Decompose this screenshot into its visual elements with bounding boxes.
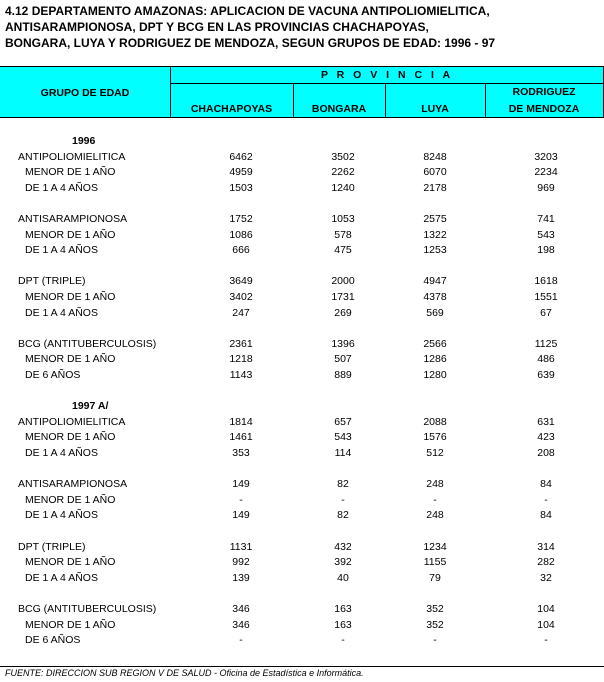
row-value: 1240	[331, 181, 355, 194]
table-row	[0, 618, 604, 634]
title-line-2: ANTISARAMPIONOSA, DPT Y BCG EN LAS PROVINCIAS CHACHAPOYAS,	[5, 20, 429, 34]
table-row	[0, 633, 604, 649]
row-label: DPT (TRIPLE)	[18, 540, 86, 553]
row-label: DE 1 A 4 AÑOS	[25, 571, 98, 584]
row-value: 1461	[229, 431, 253, 444]
row-value: 2575	[423, 213, 447, 225]
row-value: 1053	[331, 213, 355, 225]
title-line-1: 4.12 DEPARTAMENTO AMAZONAS: APLICACION DE VACUNA ANTIPOLIOMIELITICA,	[5, 4, 490, 18]
row-value: -	[433, 493, 437, 506]
row-value: 314	[537, 540, 555, 553]
row-value: 248	[426, 509, 444, 522]
row-value: 569	[426, 306, 444, 319]
table-row	[0, 274, 604, 290]
spacer-row	[0, 586, 604, 602]
spacer-row	[0, 321, 604, 337]
row-label: MENOR DE 1 AÑO	[25, 431, 116, 444]
row-value: 40	[337, 571, 349, 584]
row-label: ANTISARAMPIONOSA	[18, 478, 128, 491]
table-row	[0, 571, 604, 587]
row-value: 104	[537, 618, 555, 631]
table-row	[0, 399, 604, 415]
row-label: ANTISARAMPIONOSA	[18, 213, 128, 225]
row-value: 104	[537, 603, 555, 615]
row-value: 392	[334, 556, 352, 569]
row-value: 114	[334, 447, 352, 459]
row-value: 247	[232, 306, 250, 319]
row-label: DE 1 A 4 AÑOS	[25, 244, 98, 257]
row-value: 82	[337, 509, 349, 522]
row-label: MENOR DE 1 AÑO	[25, 166, 116, 179]
row-value: 6070	[423, 166, 447, 179]
row-label: DE 1 A 4 AÑOS	[25, 181, 98, 194]
row-value: 3502	[331, 150, 355, 163]
row-value: -	[239, 634, 243, 647]
row-value: 543	[334, 431, 352, 444]
row-label: 1996	[72, 135, 96, 147]
row-value: 269	[334, 306, 352, 319]
row-value: 1280	[423, 369, 447, 381]
column-header-bongara: BONGARA	[311, 103, 367, 115]
row-value: 432	[334, 540, 352, 553]
row-value: 352	[426, 603, 444, 615]
row-value: 423	[537, 431, 555, 444]
row-value: 163	[334, 618, 352, 631]
row-value: 2088	[423, 415, 447, 428]
row-value: 2361	[229, 337, 253, 350]
table-row	[0, 602, 604, 618]
row-label: DPT (TRIPLE)	[18, 275, 86, 288]
row-label: DE 6 AÑOS	[25, 634, 81, 647]
table-row	[0, 337, 604, 353]
table-row	[0, 555, 604, 571]
row-value: 1322	[423, 228, 447, 241]
row-value: 2178	[423, 181, 447, 194]
row-value: 4947	[423, 275, 447, 288]
row-label: DE 1 A 4 AÑOS	[25, 509, 98, 522]
row-value: 1731	[331, 291, 355, 303]
row-value: 1752	[229, 213, 253, 225]
row-label: 1997 A/	[72, 400, 109, 413]
row-value: 67	[540, 306, 552, 319]
row-value: -	[341, 634, 345, 647]
row-value: 198	[537, 244, 555, 257]
row-value: 82	[337, 478, 349, 491]
row-value: 486	[537, 353, 555, 366]
table-row	[0, 493, 604, 509]
row-value: 1218	[229, 353, 253, 366]
row-value: 543	[537, 228, 555, 241]
spacer-row	[0, 196, 604, 212]
province-header: P R O V I N C I A	[320, 69, 454, 81]
footer-divider	[0, 666, 604, 667]
row-value: 6462	[229, 150, 253, 163]
row-value: 969	[537, 181, 555, 194]
table-row	[0, 508, 604, 524]
row-value: 475	[334, 244, 352, 257]
table-row	[0, 228, 604, 244]
row-value: 666	[232, 244, 250, 257]
table-row	[0, 243, 604, 259]
row-label: DE 1 A 4 AÑOS	[25, 306, 98, 319]
row-value: 657	[334, 415, 352, 428]
row-value: 1618	[534, 275, 558, 288]
row-value: 2000	[331, 275, 355, 288]
row-value: 3203	[534, 150, 558, 163]
spacer-row	[0, 384, 604, 400]
column-header-luya: LUYA	[421, 103, 449, 115]
row-value: 512	[426, 447, 444, 459]
row-value: -	[544, 634, 548, 647]
table-row	[0, 290, 604, 306]
row-value: 2262	[331, 166, 355, 179]
row-value: 4378	[423, 291, 447, 303]
row-value: -	[341, 493, 345, 506]
row-label: MENOR DE 1 AÑO	[25, 493, 116, 506]
column-header-chachapoyas: CHACHAPOYAS	[190, 103, 273, 115]
row-label: MENOR DE 1 AÑO	[25, 353, 116, 366]
row-value: 282	[537, 556, 555, 569]
table-row	[0, 368, 604, 384]
row-value: 3649	[229, 275, 253, 288]
row-value: 578	[334, 228, 352, 241]
row-label: MENOR DE 1 AÑO	[25, 618, 116, 631]
table-row	[0, 352, 604, 368]
row-value: 1503	[229, 181, 253, 194]
table-row	[0, 415, 604, 431]
row-value: 353	[232, 447, 250, 459]
row-value: -	[239, 493, 243, 506]
row-value: 4959	[229, 166, 253, 179]
row-value: 1551	[534, 291, 558, 303]
row-value: 507	[334, 353, 352, 366]
row-label: MENOR DE 1 AÑO	[25, 291, 116, 303]
row-value: -	[544, 493, 548, 506]
row-value: 1131	[229, 540, 253, 553]
row-value: 8248	[423, 150, 447, 163]
header-divider	[170, 83, 604, 84]
column-header-rodriguez: RODRIGUEZ	[512, 86, 576, 98]
title-line-3: BONGARA, LUYA Y RODRIGUEZ DE MENDOZA, SEGUN GRUPOS DE EDAD: 1996 - 97	[5, 36, 496, 50]
row-value: 889	[334, 369, 352, 381]
row-value: 139	[232, 571, 250, 584]
row-value: 1286	[423, 353, 447, 366]
row-value: 1155	[423, 556, 447, 569]
row-value: 1253	[423, 244, 447, 257]
row-value: 84	[540, 509, 552, 522]
row-value: 163	[334, 603, 352, 615]
row-label: MENOR DE 1 AÑO	[25, 556, 116, 569]
table-row	[0, 212, 604, 228]
column-header-de-mendoza: DE MENDOZA	[508, 103, 580, 115]
row-value: 741	[537, 213, 555, 225]
row-label: DE 6 AÑOS	[25, 369, 81, 381]
row-value: 1143	[229, 369, 253, 381]
row-value: -	[433, 634, 437, 647]
spacer-row	[0, 259, 604, 275]
table-row	[0, 134, 604, 150]
row-value: 248	[426, 478, 444, 491]
row-value: 1576	[423, 431, 447, 444]
table-row	[0, 430, 604, 446]
row-value: 32	[540, 571, 552, 584]
row-value: 79	[429, 571, 441, 584]
row-value: 149	[232, 509, 250, 522]
group-header: GRUPO DE EDAD	[40, 87, 130, 99]
table-row	[0, 446, 604, 462]
row-value: 1814	[229, 415, 253, 428]
source-footnote: FUENTE: DIRECCION SUB REGION V DE SALUD - Oficina de Estadística e Informática.	[5, 668, 364, 678]
row-value: 208	[537, 447, 555, 459]
row-value: 346	[232, 618, 250, 631]
row-label: BCG (ANTITUBERCULOSIS)	[18, 603, 157, 615]
table-row	[0, 181, 604, 197]
table-row	[0, 540, 604, 556]
table-row	[0, 150, 604, 166]
row-value: 631	[537, 415, 555, 428]
table-row	[0, 165, 604, 181]
row-value: 2566	[423, 337, 447, 350]
row-value: 149	[232, 478, 250, 491]
row-value: 84	[540, 478, 552, 491]
row-label: ANTIPOLIOMIELITICA	[18, 150, 126, 163]
row-label: DE 1 A 4 AÑOS	[25, 447, 98, 459]
table-header	[0, 66, 604, 118]
table-row	[0, 306, 604, 322]
row-label: BCG (ANTITUBERCULOSIS)	[18, 337, 157, 350]
row-value: 346	[232, 603, 250, 615]
row-value: 352	[426, 618, 444, 631]
spacer-row	[0, 462, 604, 478]
row-value: 2234	[534, 166, 558, 179]
row-value: 3402	[229, 291, 253, 303]
table-row	[0, 477, 604, 493]
row-value: 992	[232, 556, 250, 569]
row-value: 1125	[534, 337, 558, 350]
row-label: ANTIPOLIOMIELITICA	[18, 415, 126, 428]
spacer-row	[0, 524, 604, 540]
row-value: 1086	[229, 228, 253, 241]
row-value: 1234	[423, 540, 447, 553]
table-title	[5, 3, 601, 51]
row-label: MENOR DE 1 AÑO	[25, 228, 116, 241]
row-value: 1396	[331, 337, 355, 350]
row-value: 639	[537, 369, 555, 381]
